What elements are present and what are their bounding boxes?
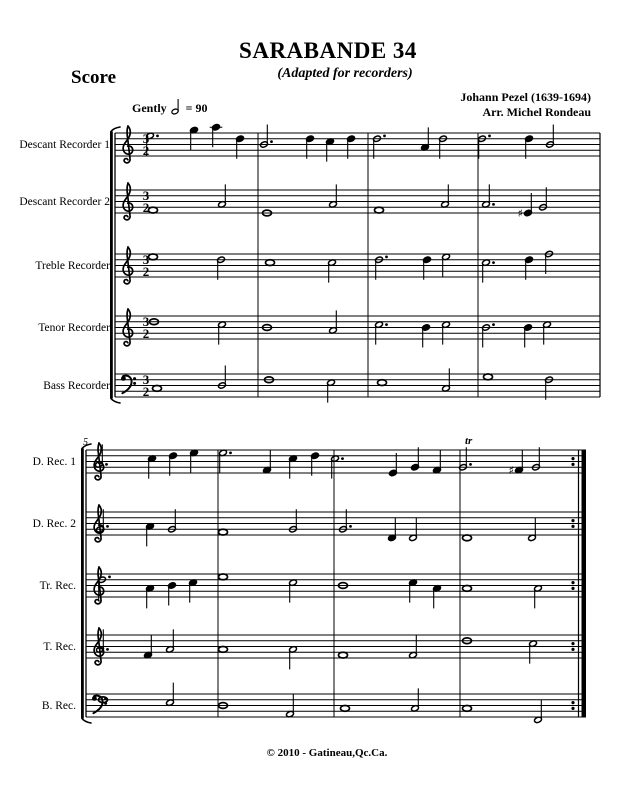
whole-note — [463, 705, 472, 711]
whole-note — [266, 260, 275, 266]
time-signature-denominator: 2 — [142, 326, 150, 341]
system-bracket — [110, 132, 113, 399]
repeat-dot — [571, 648, 574, 651]
bass-clef-icon — [121, 376, 136, 394]
whole-note — [463, 535, 472, 541]
augmentation-dot — [156, 134, 159, 137]
arranger: Arr. Michel Rondeau — [482, 105, 591, 119]
whole-note — [219, 529, 228, 535]
whole-note — [149, 254, 158, 260]
whole-note — [463, 585, 472, 591]
measure-number: 5 — [83, 437, 88, 448]
whole-note — [219, 646, 228, 652]
augmentation-dot — [229, 451, 232, 454]
time-signature-denominator: 2 — [142, 143, 150, 158]
repeat-dot — [571, 525, 574, 528]
augmentation-dot — [488, 134, 491, 137]
augmentation-dot — [469, 463, 472, 466]
augmentation-dot — [492, 261, 495, 264]
staff-label: Tr. Rec. — [39, 580, 76, 592]
staff-label: Descant Recorder 1 — [19, 139, 110, 151]
staff-label: D. Rec. 1 — [32, 456, 76, 468]
piece-title: SARABANDE 34 — [239, 38, 417, 63]
repeat-dot — [571, 463, 574, 466]
copyright-footer: © 2010 - Gatineau,Qc.Ca. — [266, 747, 388, 759]
time-signature-numerator: 3 — [142, 314, 150, 330]
staff-label: Descant Recorder 2 — [19, 196, 110, 208]
whole-note — [378, 380, 387, 386]
whole-note — [153, 385, 162, 391]
sharp-accidental: ♯ — [508, 463, 514, 477]
augmentation-dot — [106, 648, 109, 651]
time-signature-denominator: 2 — [142, 200, 150, 215]
tempo-value: = 90 — [185, 101, 208, 115]
whole-note — [149, 207, 158, 213]
time-signature-numerator: 3 — [142, 252, 150, 268]
whole-note — [375, 207, 384, 213]
repeat-dot — [571, 642, 574, 645]
augmentation-dot — [349, 525, 352, 528]
whole-note — [339, 652, 348, 658]
whole-note — [219, 574, 228, 580]
time-signature-numerator: 3 — [142, 131, 150, 147]
augmentation-dot — [341, 457, 344, 460]
staff-label: Treble Recorder — [35, 260, 110, 272]
repeat-dot — [571, 587, 574, 590]
system-bracket — [81, 449, 84, 719]
repeat-dot — [571, 519, 574, 522]
staff-label: B. Rec. — [41, 700, 76, 712]
augmentation-dot — [108, 575, 111, 578]
time-signature-numerator: 3 — [142, 372, 150, 388]
staff-label: T. Rec. — [43, 641, 76, 653]
repeat-dot — [571, 701, 574, 704]
staff-label: Tenor Recorder — [38, 322, 110, 334]
repeat-thick-barline — [582, 450, 587, 717]
composer: Johann Pezel (1639-1694) — [460, 90, 591, 104]
augmentation-dot — [492, 203, 495, 206]
trill-ornament: tr — [465, 435, 473, 447]
tempo-word: Gently — [132, 101, 167, 115]
augmentation-dot — [270, 140, 273, 143]
augmentation-dot — [106, 525, 109, 528]
repeat-dot — [571, 457, 574, 460]
piece-subtitle: (Adapted for recorders) — [277, 66, 413, 81]
augmentation-dot — [105, 463, 108, 466]
augmentation-dot — [383, 134, 386, 137]
whole-note — [341, 705, 350, 711]
staff-label: Bass Recorder — [43, 380, 110, 392]
repeat-dot — [571, 581, 574, 584]
time-signature-denominator: 2 — [142, 264, 150, 279]
augmentation-dot — [385, 323, 388, 326]
time-signature-numerator: 3 — [142, 188, 150, 204]
score-label: Score — [71, 67, 117, 88]
staff-label: D. Rec. 2 — [32, 518, 76, 530]
augmentation-dot — [385, 255, 388, 258]
sharp-accidental: ♯ — [517, 206, 523, 220]
whole-note — [484, 374, 493, 380]
augmentation-dot — [492, 323, 495, 326]
time-signature-denominator: 2 — [142, 384, 150, 399]
repeat-dot — [571, 707, 574, 710]
